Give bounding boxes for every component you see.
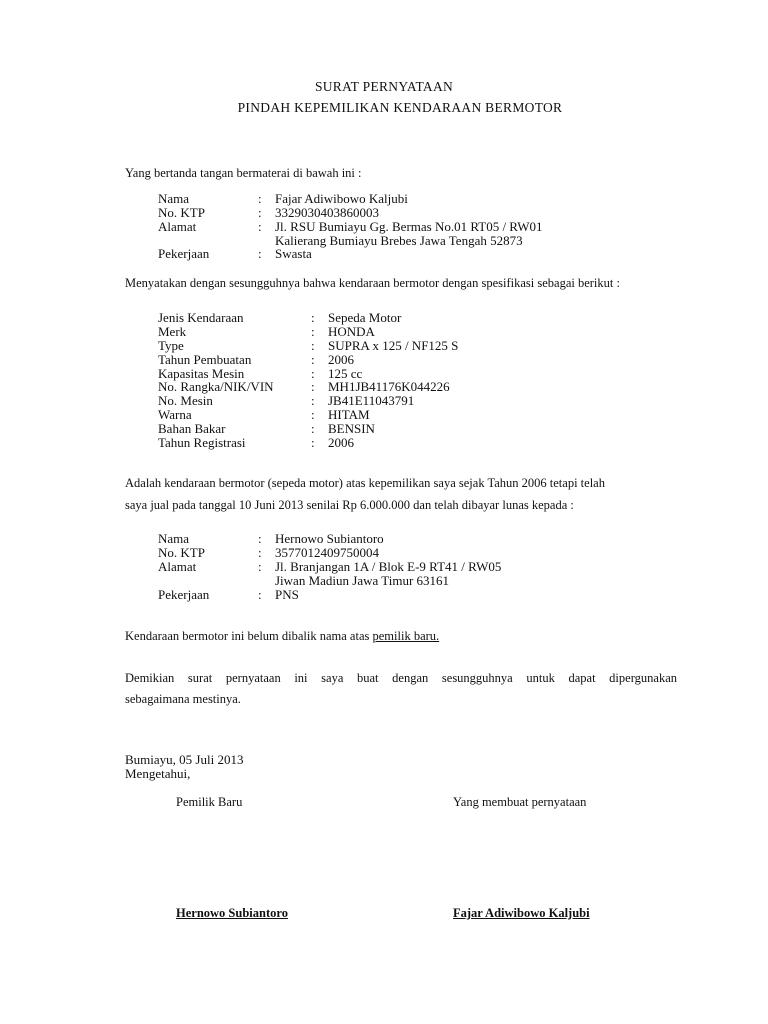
closing-text-line2: sebagaimana mestinya. xyxy=(125,692,241,706)
vehicle-spec-value: HITAM xyxy=(328,407,370,422)
buyer-job-label: Pekerjaan xyxy=(158,587,210,602)
vehicle-spec-colon: : xyxy=(311,310,315,325)
buyer-ktp-label: No. KTP xyxy=(158,545,205,560)
buyer-address-line2: Jiwan Madiun Jawa Timur 63161 xyxy=(275,573,450,588)
vehicle-spec-label: Merk xyxy=(158,324,187,339)
buyer-address-line1: Jl. Branjangan 1A / Blok E-9 RT41 / RW05 xyxy=(275,559,502,574)
left-signature-title: Pemilik Baru xyxy=(176,795,243,809)
buyer-job-colon: : xyxy=(258,587,262,602)
vehicle-spec-value: BENSIN xyxy=(328,421,375,436)
intro-text: Yang bertanda tangan bermaterai di bawah ini : xyxy=(125,166,362,180)
vehicle-spec-value: 125 cc xyxy=(328,366,363,381)
vehicle-spec-label: Tahun Pembuatan xyxy=(158,352,252,367)
buyer-ktp-colon: : xyxy=(258,545,262,560)
seller-address-line2: Kalierang Bumiayu Brebes Jawa Tengah 52873 xyxy=(275,233,523,248)
vehicle-spec-label: Warna xyxy=(158,407,192,422)
buyer-address-label: Alamat xyxy=(158,559,197,574)
ownership-note xyxy=(125,629,439,643)
seller-name-value: Fajar Adiwibowo Kaljubi xyxy=(275,191,408,206)
seller-job-label: Pekerjaan xyxy=(158,246,210,261)
vehicle-spec-label: Tahun Registrasi xyxy=(158,435,246,450)
vehicle-spec-colon: : xyxy=(311,324,315,339)
buyer-name-label: Nama xyxy=(158,531,190,546)
vehicle-spec-label: Type xyxy=(158,338,184,353)
right-signature-title: Yang membuat pernyataan xyxy=(453,795,587,809)
vehicle-spec-label: Kapasitas Mesin xyxy=(158,366,245,381)
buyer-ktp-value: 3577012409750004 xyxy=(275,545,379,560)
right-signature-name: Fajar Adiwibowo Kaljubi xyxy=(453,906,590,920)
document-title: SURAT PERNYATAAN xyxy=(314,79,454,94)
vehicle-spec-colon: : xyxy=(311,407,315,422)
vehicle-spec-colon: : xyxy=(311,379,315,394)
buyer-name-value: Hernowo Subiantoro xyxy=(275,531,384,546)
vehicle-spec-label: Jenis Kendaraan xyxy=(158,310,244,325)
seller-address-label: Alamat xyxy=(158,219,197,234)
seller-name-colon: : xyxy=(258,191,262,206)
seller-job-value: Swasta xyxy=(275,246,312,261)
seller-ktp-label: No. KTP xyxy=(158,205,205,220)
left-signature-name: Hernowo Subiantoro xyxy=(176,906,288,920)
vehicle-spec-colon: : xyxy=(311,366,315,381)
seller-ktp-colon: : xyxy=(258,205,262,220)
ownership-note-text: Kendaraan bermotor ini belum dibalik nama atas xyxy=(125,629,370,643)
vehicle-spec-colon: : xyxy=(311,352,315,367)
vehicle-spec-value: HONDA xyxy=(328,324,375,339)
buyer-address-colon: : xyxy=(258,559,262,574)
closing-text-line1: Demikian surat pernyataan ini saya buat dengan sesungguhnya untuk dapat dipergunakan xyxy=(125,671,677,685)
acknowledged-label: Mengetahui, xyxy=(125,766,191,781)
ownership-note-underlined: pemilik baru. xyxy=(372,629,440,643)
place-date: Bumiayu, 05 Juli 2013 xyxy=(125,752,244,767)
vehicle-spec-label: No. Rangka/NIK/VIN xyxy=(158,379,274,394)
vehicle-spec-value: Sepeda Motor xyxy=(328,310,402,325)
vehicle-spec-value: 2006 xyxy=(328,352,354,367)
vehicle-spec-label: No. Mesin xyxy=(158,393,213,408)
statement-text: Menyatakan dengan sesungguhnya bahwa kendaraan bermotor dengan spesifikasi sebagai berikut : xyxy=(125,276,620,290)
buyer-job-value: PNS xyxy=(275,587,299,602)
vehicle-spec-colon: : xyxy=(311,421,315,436)
vehicle-spec-colon: : xyxy=(311,393,315,408)
seller-job-colon: : xyxy=(258,246,262,261)
vehicle-spec-colon: : xyxy=(311,435,315,450)
sale-text-line1: Adalah kendaraan bermotor (sepeda motor) atas kepemilikan saya sejak Tahun 2006 tetapi telah xyxy=(125,476,605,490)
document-subtitle: PINDAH KEPEMILIKAN KENDARAAN BERMOTOR xyxy=(237,100,563,115)
vehicle-spec-value: JB41E11043791 xyxy=(328,393,415,408)
vehicle-spec-colon: : xyxy=(311,338,315,353)
vehicle-spec-value: MH1JB41176K044226 xyxy=(328,379,450,394)
vehicle-spec-label: Bahan Bakar xyxy=(158,421,226,436)
sale-text-line2: saya jual pada tanggal 10 Juni 2013 senilai Rp 6.000.000 dan telah dibayar lunas kepada : xyxy=(125,498,574,512)
seller-address-line1: Jl. RSU Bumiayu Gg. Bermas No.01 RT05 / RW01 xyxy=(275,219,543,234)
seller-address-colon: : xyxy=(258,219,262,234)
buyer-name-colon: : xyxy=(258,531,262,546)
seller-ktp-value: 3329030403860003 xyxy=(275,205,379,220)
vehicle-spec-value: SUPRA x 125 / NF125 S xyxy=(328,338,459,353)
seller-name-label: Nama xyxy=(158,191,190,206)
vehicle-spec-value: 2006 xyxy=(328,435,354,450)
